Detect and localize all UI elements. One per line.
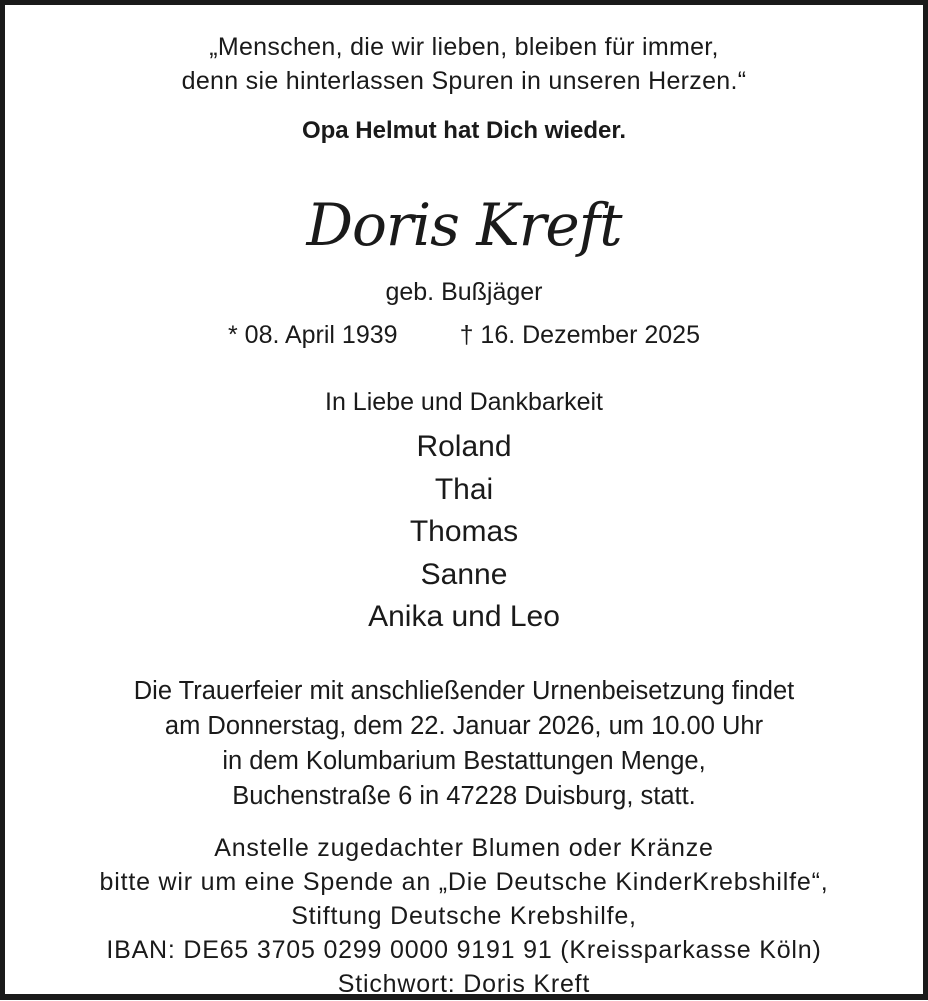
death-date: † 16. Dezember 2025: [459, 321, 700, 349]
mourner-name: Anika und Leo: [368, 600, 560, 633]
donation-line: bitte wir um eine Spende an „Die Deutsche KinderKrebshilfe“,: [99, 868, 829, 896]
mourner-name: Thai: [434, 472, 494, 506]
ceremony-line: in dem Kolumbarium Bestattungen Menge,: [222, 747, 706, 775]
mourners-intro: In Liebe und Dankbarkeit: [325, 388, 603, 416]
donation-line: Anstelle zugedachter Blumen oder Kränze: [214, 834, 714, 862]
motto: Opa Helmut hat Dich wieder.: [301, 117, 627, 144]
quote-line-1: „Menschen, die wir lieben, bleiben für immer,: [209, 33, 719, 61]
donation-line: Stiftung Deutsche Krebshilfe,: [291, 902, 637, 930]
ceremony-line: Buchenstraße 6 in 47228 Duisburg, statt.: [232, 782, 696, 810]
quote-line-2: denn sie hinterlassen Spuren in unseren Herzen.“: [181, 67, 747, 95]
life-dates: [5, 321, 923, 350]
donation-keyword: Stichwort: Doris Kreft: [337, 970, 591, 998]
ceremony-line: Die Trauerfeier mit anschließender Urnenbeisetzung findet: [133, 677, 795, 705]
mourner-name: Roland: [416, 430, 512, 463]
mourner-name: Thomas: [409, 515, 519, 548]
birth-name: geb. Bußjäger: [385, 278, 543, 306]
mourner-name: Sanne: [420, 557, 508, 591]
ceremony-line: am Donnerstag, dem 22. Januar 2026, um 10.00 Uhr: [164, 712, 764, 740]
donation-iban: IBAN: DE65 3705 0299 0000 9191 91 (Kreissparkasse Köln): [106, 936, 822, 964]
deceased-name: Doris Kreft: [306, 191, 622, 259]
birth-date: * 08. April 1939: [227, 321, 398, 349]
